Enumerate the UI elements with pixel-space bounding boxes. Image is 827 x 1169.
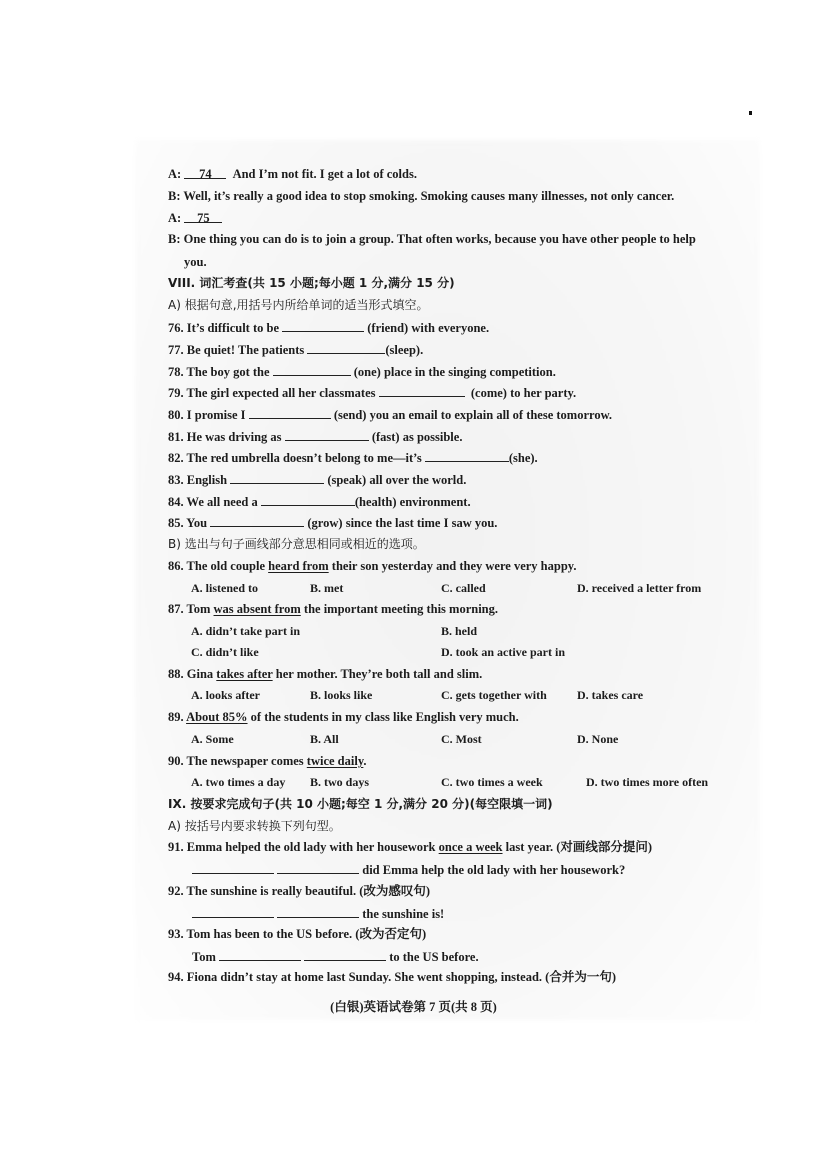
question-text: 89.	[168, 710, 187, 724]
question-90	[168, 753, 367, 769]
question-76	[168, 319, 489, 336]
question-81	[168, 428, 462, 445]
speaker-label: A:	[168, 167, 185, 181]
question-text: 85. You	[168, 516, 211, 530]
answer-blank[interactable]	[307, 341, 385, 354]
answer-blank[interactable]	[192, 861, 274, 874]
section-8-part-a: A) 根据句意,用括号内所给单词的适当形式填空。	[168, 298, 429, 312]
option-88-a[interactable]: A. looks after	[191, 688, 260, 702]
question-text: 81. He was driving as	[168, 430, 285, 444]
answer-blank[interactable]	[277, 861, 359, 874]
underlined-phrase: once a week	[438, 840, 503, 854]
question-text: Tom	[192, 950, 219, 964]
dialogue-b1: B: Well, it’s really a good idea to stop smoking. Smoking causes many illnesses, not only cancer.	[168, 189, 675, 203]
question-text: 77. Be quiet! The patients	[168, 343, 308, 357]
question-93: 93. Tom has been to the US before. (改为否定句)	[168, 927, 427, 941]
option-88-d[interactable]: D. takes care	[577, 688, 644, 702]
answer-blank[interactable]	[379, 384, 465, 397]
answer-blank[interactable]	[277, 905, 359, 918]
question-text: environment.	[396, 495, 471, 509]
dialogue-a1	[168, 166, 417, 182]
question-text: did Emma help the old lady with her housework?	[359, 863, 626, 877]
page-footer: (白银)英语试卷第 7 页(共 8 页)	[330, 1000, 497, 1014]
answer-blank[interactable]	[304, 948, 386, 961]
option-90-c[interactable]: C. two times a week	[441, 775, 543, 789]
question-text: her mother. They’re both tall and slim.	[272, 667, 483, 681]
answer-blank-74	[184, 166, 226, 179]
option-87-a[interactable]: A. didn’t take part in	[191, 624, 301, 638]
question-text: with everyone.	[408, 321, 490, 335]
question-text: the important meeting this morning.	[300, 602, 499, 616]
option-86-c[interactable]: C. called	[441, 581, 486, 595]
section-8-part-b: B) 选出与句子画线部分意思相同或相近的选项。	[168, 537, 425, 551]
question-text: 87. Tom	[168, 602, 214, 616]
answer-blank[interactable]	[219, 948, 301, 961]
dialogue-b2-line1: B: One thing you can do is to join a group. That often works, because you have other people to help	[168, 232, 696, 246]
question-92-answer-line	[192, 905, 444, 922]
question-text: .	[363, 754, 367, 768]
question-91-answer-line	[192, 861, 625, 878]
question-91	[168, 839, 652, 855]
question-text: 86. The old couple	[168, 559, 269, 573]
blank-number: 74	[199, 167, 212, 181]
question-text: .	[420, 343, 424, 357]
question-89	[168, 709, 519, 725]
blank-number: 75	[197, 211, 210, 225]
section-9-part-a: A) 按括号内要求转换下列句型。	[168, 819, 341, 833]
answer-blank[interactable]	[230, 471, 324, 484]
question-text: to the US before.	[386, 950, 479, 964]
question-94: 94. Fiona didn’t stay at home last Sunday. She went shopping, instead. (合并为一句)	[168, 970, 616, 984]
question-text: 82. The red umbrella doesn’t belong to me—it’s	[168, 451, 425, 465]
question-84	[168, 493, 471, 510]
word-hint: (sleep)	[385, 343, 421, 357]
question-77	[168, 341, 423, 358]
answer-blank[interactable]	[261, 493, 355, 506]
question-text: last year. (对画线部分提问)	[502, 840, 653, 854]
option-87-d[interactable]: D. took an active part in	[441, 645, 565, 659]
answer-blank[interactable]	[210, 514, 304, 527]
word-hint: (friend)	[367, 321, 409, 335]
speaker-label: A:	[168, 211, 185, 225]
answer-blank[interactable]	[285, 428, 369, 441]
word-hint: (fast)	[371, 430, 400, 444]
answer-blank[interactable]	[282, 319, 364, 332]
section-9-heading: IX. 按要求完成句子(共 10 小题;每空 1 分,满分 20 分)(每空限填一词)	[168, 797, 553, 811]
question-text: 90. The newspaper comes	[168, 754, 307, 768]
option-87-c[interactable]: C. didn’t like	[191, 645, 259, 659]
question-88	[168, 666, 482, 682]
question-text: to her party.	[506, 386, 577, 400]
question-text: place in the singing competition.	[380, 365, 556, 379]
question-text: 83. English	[168, 473, 231, 487]
option-88-c[interactable]: C. gets together with	[441, 688, 547, 702]
dialogue-b2-line2: you.	[184, 255, 207, 269]
question-78	[168, 363, 556, 380]
word-hint: (health)	[354, 495, 397, 509]
word-hint: (one)	[353, 365, 381, 379]
option-90-d[interactable]: D. two times more often	[586, 775, 709, 789]
question-text: 76. It’s difficult to be	[168, 321, 283, 335]
question-79	[168, 384, 576, 401]
question-text: .	[534, 451, 538, 465]
question-text: 78. The boy got the	[168, 365, 273, 379]
word-hint: (speak)	[327, 473, 367, 487]
section-8-heading: VIII. 词汇考查(共 15 小题;每小题 1 分,满分 15 分)	[168, 276, 455, 290]
option-88-b[interactable]: B. looks like	[310, 688, 373, 702]
option-90-b[interactable]: B. two days	[310, 775, 370, 789]
option-89-c[interactable]: C. Most	[441, 732, 482, 746]
answer-blank[interactable]	[273, 363, 351, 376]
question-text: you an email to explain all of these tomorrow.	[366, 408, 613, 422]
underlined-phrase: About 85%	[186, 710, 248, 724]
question-text: 79. The girl expected all her classmates	[168, 386, 379, 400]
option-89-a[interactable]: A. Some	[191, 732, 234, 746]
dialogue-text: And I’m not fit. I get a lot of colds.	[232, 167, 417, 181]
question-text: the sunshine is!	[359, 907, 445, 921]
question-93-answer-line	[192, 948, 479, 965]
option-90-a[interactable]: A. two times a day	[191, 775, 286, 789]
underlined-phrase: was absent from	[213, 602, 301, 616]
question-text: of the students in my class like English very much.	[247, 710, 519, 724]
word-hint: (come)	[470, 386, 507, 400]
answer-blank-75	[184, 210, 222, 223]
underlined-phrase: twice daily	[306, 754, 364, 768]
option-87-b[interactable]: B. held	[441, 624, 478, 638]
option-86-b[interactable]: B. met	[310, 581, 344, 595]
question-80	[168, 406, 612, 423]
word-hint: (send)	[333, 408, 367, 422]
answer-blank[interactable]	[249, 406, 331, 419]
question-83	[168, 471, 466, 488]
option-89-b[interactable]: B. All	[310, 732, 339, 746]
underlined-phrase: takes after	[216, 667, 273, 681]
question-82	[168, 449, 538, 466]
question-text: as possible.	[399, 430, 463, 444]
question-85	[168, 514, 497, 531]
question-text: 80. I promise I	[168, 408, 249, 422]
question-87	[168, 601, 498, 617]
question-92: 92. The sunshine is really beautiful. (改为感叹句)	[168, 884, 431, 898]
underlined-phrase: heard from	[268, 559, 329, 573]
question-text: 88. Gina	[168, 667, 217, 681]
answer-blank[interactable]	[425, 449, 509, 462]
question-text: since the last time I saw you.	[342, 516, 498, 530]
dialogue-a2	[168, 210, 222, 226]
word-hint: (grow)	[307, 516, 343, 530]
question-text: all over the world.	[366, 473, 467, 487]
option-86-d[interactable]: D. received a letter from	[577, 581, 702, 595]
question-text: their son yesterday and they were very happy.	[328, 559, 577, 573]
answer-blank[interactable]	[192, 905, 274, 918]
word-hint: (she)	[508, 451, 535, 465]
option-89-d[interactable]: D. None	[577, 732, 619, 746]
question-86	[168, 558, 576, 574]
question-text: 84. We all need a	[168, 495, 261, 509]
question-text: 91. Emma helped the old lady with her housework	[168, 840, 439, 854]
option-86-a[interactable]: A. listened to	[191, 581, 258, 595]
